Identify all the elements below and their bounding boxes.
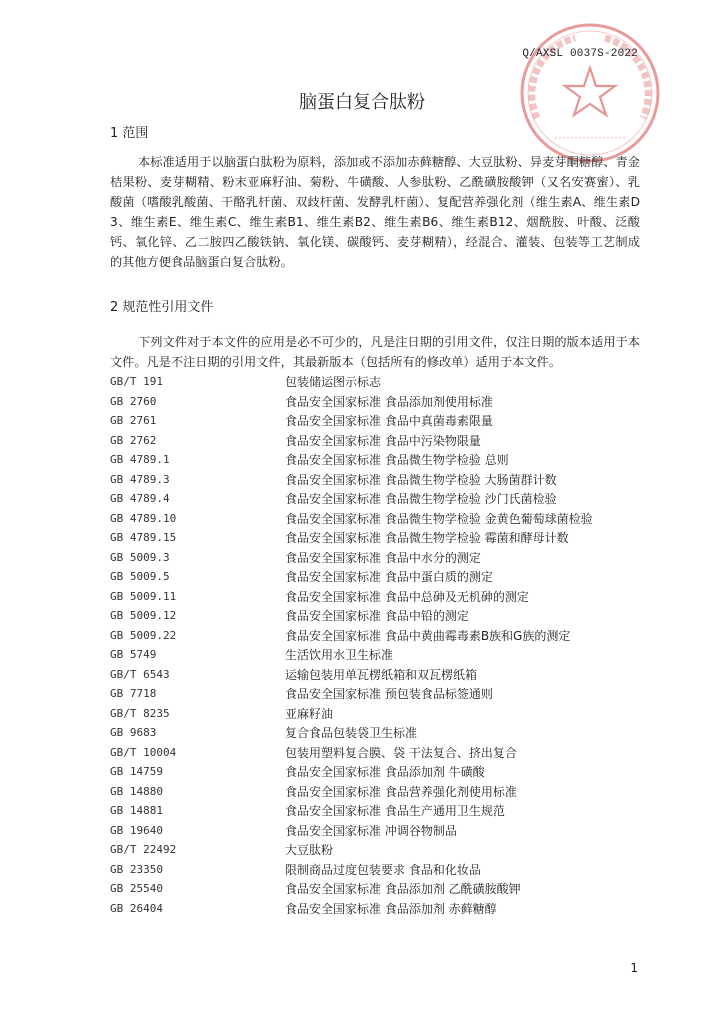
reference-code: GB 5009.22: [110, 628, 177, 642]
reference-code: GB 26404: [110, 901, 163, 915]
reference-code: GB 5009.5: [110, 570, 170, 584]
reference-title: 食品安全国家标准 食品添加剂使用标准: [285, 394, 493, 409]
reference-row: [110, 821, 650, 841]
reference-title: 食品安全国家标准 食品中污染物限量: [285, 433, 481, 448]
reference-title: 食品安全国家标准 冲调谷物制品: [285, 823, 457, 838]
reference-title: 食品安全国家标准 食品中蛋白质的测定: [285, 570, 493, 585]
reference-code: GB 14881: [110, 804, 163, 818]
reference-code: GB 9683: [110, 726, 157, 740]
reference-title: 食品安全国家标准 食品中真菌毒素限量: [285, 414, 493, 429]
reference-title: 食品安全国家标准 食品中水分的测定: [285, 550, 481, 565]
document-code: Q/AXSL 0037S-2022: [522, 48, 638, 60]
reference-row: [110, 372, 650, 392]
page-number: 1: [630, 961, 638, 975]
reference-row: [110, 723, 650, 743]
reference-title: 食品安全国家标准 食品生产通用卫生规范: [285, 804, 505, 819]
references-intro-paragraph: 下列文件对于本文件的应用是必不可少的，凡是注日期的引用文件，仅注日期的版本适用于本文件。凡是不注日期的引用文件，其最新版本（包括所有的修改单）适用于本文件。: [110, 335, 640, 369]
reference-title: 食品安全国家标准 食品中总砷及无机砷的测定: [285, 589, 529, 604]
reference-row: [110, 489, 650, 509]
reference-title: 生活饮用水卫生标准: [285, 648, 394, 663]
reference-row: [110, 587, 650, 607]
reference-code: GB 4789.1: [110, 453, 170, 467]
reference-title: 食品安全国家标准 食品微生物学检验 霉菌和酵母计数: [285, 531, 569, 546]
reference-title: 食品安全国家标准 食品微生物学检验 大肠菌群计数: [285, 472, 557, 487]
reference-row: [110, 743, 650, 763]
reference-row: [110, 470, 650, 490]
reference-title: 复合食品包装袋卫生标准: [285, 726, 418, 741]
reference-title: 限制商品过度包装要求 食品和化妆品: [285, 862, 481, 877]
reference-row: [110, 782, 650, 802]
reference-title: 食品安全国家标准 食品微生物学检验 沙门氏菌检验: [285, 492, 557, 507]
reference-row: [110, 392, 650, 412]
scope-paragraph: 本标准适用于以脑蛋白肽粉为原料，添加或不添加赤藓糖醇、大豆肽粉、异麦芽酮糖醇、青金桔果粉、麦芽糊精、粉末亚麻籽油、菊粉、牛磺酸、人参肽粉、乙酰磺胺酸钾（又名安赛蜜）、乳酸菌（嗜酸乳酸菌、干酪乳杆菌、双歧杆菌、发酵乳杆菌）、复配营养强化剂（维生素A、维生素D3、维生素E、维生素C、维生素B1、维生素B2、维生素B6、维生素B12、烟酰胺、叶酸、泛酸钙、氧化锌、乙二胺四乙酸铁钠、氧化镁、碳酸钙、麦芽糊精），经混合、灌装、包装等工艺制成的其他方便食品脑蛋白复合肽粉。: [110, 155, 640, 269]
reference-row: [110, 665, 650, 685]
reference-row: [110, 840, 650, 860]
reference-row: [110, 567, 650, 587]
reference-code: GB 4789.15: [110, 531, 177, 545]
reference-code: GB 5749: [110, 648, 157, 662]
reference-row: [110, 704, 650, 724]
reference-code: GB 2761: [110, 414, 157, 428]
reference-title: 食品安全国家标准 食品微生物学检验 总则: [285, 453, 509, 468]
document-title: 脑蛋白复合肽粉: [299, 92, 425, 113]
reference-code: GB/T 8235: [110, 706, 170, 720]
normative-references-list: [110, 372, 650, 918]
reference-row: [110, 899, 650, 919]
reference-title: 食品安全国家标准 食品添加剂 牛磺酸: [285, 765, 485, 780]
reference-code: GB/T 10004: [110, 745, 177, 759]
reference-title: 包装储运图示标志: [285, 375, 382, 390]
reference-code: GB/T 191: [110, 375, 163, 389]
reference-row: [110, 645, 650, 665]
reference-title: 食品安全国家标准 预包装食品标签通则: [285, 687, 493, 702]
reference-code: GB 7718: [110, 687, 157, 701]
reference-code: GB/T 22492: [110, 843, 177, 857]
reference-code: GB 14759: [110, 765, 163, 779]
reference-code: GB 5009.3: [110, 550, 170, 564]
reference-row: [110, 762, 650, 782]
section-1-heading: 1 范围: [110, 126, 149, 141]
reference-title: 食品安全国家标准 食品添加剂 乙酰磺胺酸钾: [285, 882, 521, 897]
reference-code: GB 25540: [110, 882, 163, 896]
reference-title: 亚麻籽油: [285, 706, 334, 721]
reference-row: [110, 411, 650, 431]
reference-row: [110, 528, 650, 548]
reference-row: [110, 860, 650, 880]
reference-row: [110, 548, 650, 568]
reference-row: [110, 431, 650, 451]
reference-title: 食品安全国家标准 食品中铅的测定: [285, 609, 469, 624]
reference-code: GB 14880: [110, 784, 163, 798]
section-2-heading: 2 规范性引用文件: [110, 300, 214, 315]
reference-row: [110, 801, 650, 821]
reference-code: GB 4789.10: [110, 511, 177, 525]
reference-title: 食品安全国家标准 食品中黄曲霉毒素B族和G族的测定: [285, 628, 571, 643]
reference-row: [110, 450, 650, 470]
reference-row: [110, 626, 650, 646]
reference-code: GB 4789.4: [110, 492, 170, 506]
reference-title: 食品安全国家标准 食品营养强化剂使用标准: [285, 784, 517, 799]
reference-row: [110, 606, 650, 626]
reference-code: GB 5009.11: [110, 589, 177, 603]
reference-code: GB 19640: [110, 823, 163, 837]
reference-code: GB 5009.12: [110, 609, 177, 623]
reference-title: 包装用塑料复合膜、袋 干法复合、挤出复合: [285, 745, 517, 760]
reference-code: GB 23350: [110, 862, 163, 876]
reference-title: 食品安全国家标准 食品微生物学检验 金黄色葡萄球菌检验: [285, 511, 593, 526]
reference-row: [110, 509, 650, 529]
reference-title: 大豆肽粉: [285, 843, 334, 858]
reference-title: 运输包装用单瓦楞纸箱和双瓦楞纸箱: [285, 667, 478, 682]
reference-code: GB 4789.3: [110, 472, 170, 486]
reference-code: GB 2762: [110, 433, 157, 447]
reference-code: GB/T 6543: [110, 667, 170, 681]
reference-row: [110, 879, 650, 899]
reference-row: [110, 684, 650, 704]
reference-title: 食品安全国家标准 食品添加剂 赤藓糖醇: [285, 901, 497, 916]
reference-code: GB 2760: [110, 394, 157, 408]
